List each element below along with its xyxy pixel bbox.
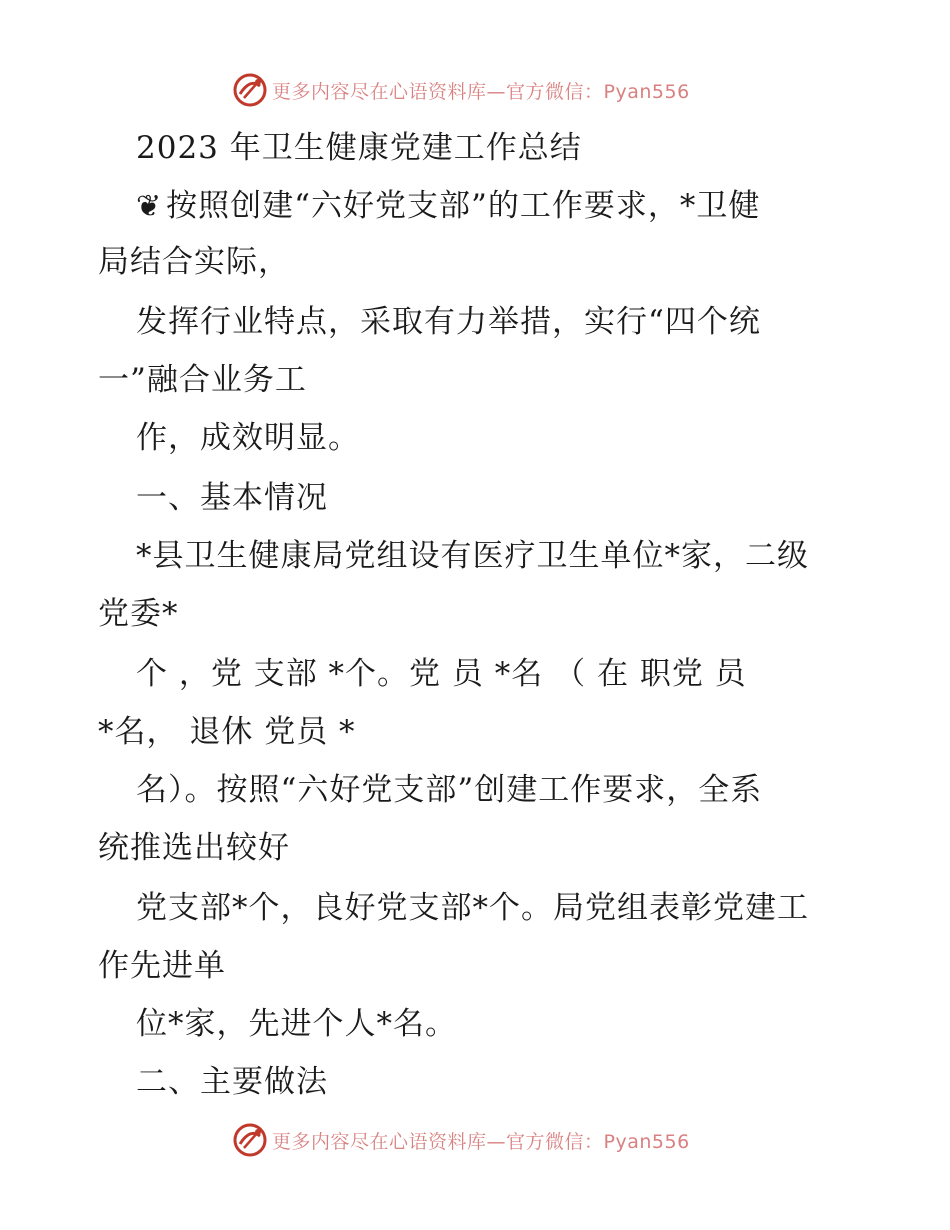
paragraph-line: 统推选出较好 <box>98 830 290 866</box>
watermark-banner-top <box>232 70 712 110</box>
watermark-banner-bottom <box>232 1120 712 1160</box>
paragraph-line: 作，成效明显。 <box>136 420 360 456</box>
document-title: 2023 年卫生健康党建工作总结 <box>136 130 582 166</box>
paragraph-line: 党委* <box>98 596 179 632</box>
decorative-bullet-icon: ❦ <box>136 189 163 224</box>
paragraph-line: 作先进单 <box>98 948 226 984</box>
paragraph-line: 局结合实际， <box>98 244 290 280</box>
paragraph-line: 名）。按照“六好党支部”创建工作要求，全系 <box>136 772 763 808</box>
paragraph-line: *名， 退休 党员 * <box>98 714 356 750</box>
section-heading: 二、主要做法 <box>136 1064 328 1100</box>
watermark-text: 更多内容尽在心语资料库—官方微信：Pyan556 <box>272 80 690 103</box>
section-heading: 一、基本情况 <box>136 480 328 516</box>
paragraph-text: 按照创建“六好党支部”的工作要求，*卫健 <box>166 188 761 224</box>
paragraph-line: 位*家，先进个人*名。 <box>136 1006 457 1042</box>
paragraph-line <box>136 186 760 227</box>
paragraph-line: 发挥行业特点，采取有力举措，实行“四个统 <box>136 304 761 340</box>
watermark-text: 更多内容尽在心语资料库—官方微信：Pyan556 <box>272 1130 690 1153</box>
logo-icon <box>232 72 268 108</box>
paragraph-line: 个 ，党 支部 *个。党 员 *名 （ 在 职党 员 <box>136 656 747 692</box>
paragraph-line: 党支部*个，良好党支部*个。局党组表彰党建工 <box>136 890 809 926</box>
paragraph-line: *县卫生健康局党组设有医疗卫生单位*家，二级 <box>136 538 809 574</box>
logo-icon <box>232 1122 268 1158</box>
paragraph-line: 一”融合业务工 <box>98 362 307 398</box>
